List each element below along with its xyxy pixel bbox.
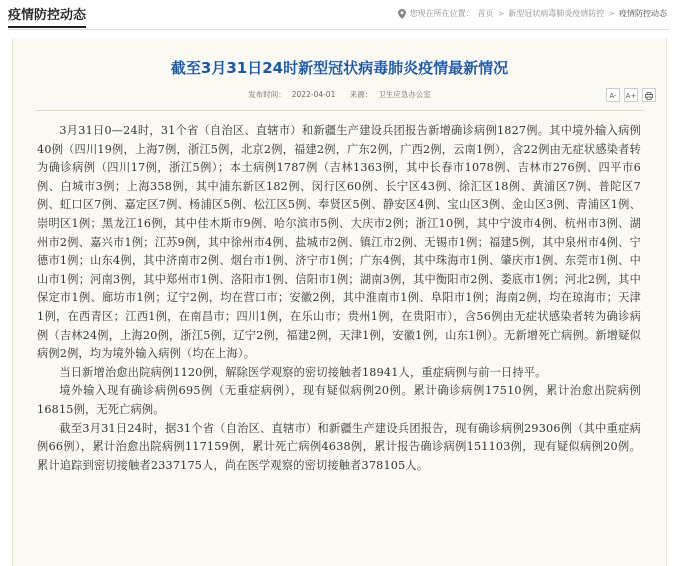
section-title: 疫情防控动态 [8,8,86,28]
paragraph: 截至3月31日24时，据31个省（自治区、直辖市）和新疆生产建设兵团报告，现有确诊病例29306例（其中重症病例66例），累计治愈出院病例117159例，累计死亡病例4638例，累计报告确诊病例151103例，现有疑似病例20例。累计追踪到密切接触者2337175人，尚在医学观察的密切接触者378105人。 [37,421,641,472]
article-meta [13,90,666,100]
header-divider [8,29,669,30]
meta-divider [35,110,644,111]
font-larger-button[interactable]: A+ [624,88,638,102]
printer-icon [645,92,653,100]
breadcrumb-separator: > [608,9,615,18]
paragraph: 3月31日0—24时，31个省（自治区、直辖市）和新疆生产建设兵团报告新增确诊病例1827例。其中境外输入病例40例（四川19例，上海7例，浙江5例，北京2例，福建2例，广东2例，广西2例，云南1例），含22例由无症状感染者转为确诊病例（四川17例，浙江5例）；本土病例1787例（吉林1363例，其中长春市1078例、吉林市276例、四平市6例、白城市3例；上海358例，其中浦东新区182例、闵行区60例、长宁区43例、徐汇区18例、黄浦区7例、普陀区7例、虹口区7例、嘉定区7例、杨浦区5例、松江区5例、奉贤区5例、静安区4例、宝山区3例、金山区3例、青浦区1例、崇明区1例；黑龙江16例，其中佳木斯市9例、哈尔滨市5例、大庆市2例；浙江10例，其中宁波市4例、杭州市3例、湖州市2例、嘉兴市1例；江苏9例，其中徐州市4例、盐城市2例、镇江市2例、无锡市1例；福建5例，其中泉州市4例、宁德市1例；山东4例，其中济南市2例、烟台市1例、济宁市1例；广东4例，其中珠海市1例、肇庆市1例、东莞市1例、中山市1例；河南3例，其中郑州市1例、洛阳市1例、信阳市1例；湖南3例，其中衡阳市2例、娄底市1例；河北2例，其中保定市1例、廊坊市1例；辽宁2例，均在营口市；安徽2例，其中淮南市1例、阜阳市1例；海南2例，均在琼海市；天津1例，在西青区；江西1例，在南昌市；四川1例，在乐山市；贵州1例，在贵阳市），含56例由无症状感染者转为确诊病例（吉林24例，上海20例，浙江5例，辽宁2例，福建2例，天津1例，安徽1例，山东1例）。无新增死亡病例。新增疑似病例2例，均为境外输入病例（均在上海）。 [37,124,641,361]
breadcrumb [398,8,667,20]
breadcrumb-separator: > [497,9,505,18]
article-body [37,122,641,475]
source-name: 卫生应急办公室 [378,90,431,99]
location-label: 您现在所在位置： [409,9,474,18]
print-button[interactable] [642,88,656,102]
article-title: 截至3月31日24时新型冠状病毒肺炎疫情最新情况 [170,59,509,77]
font-smaller-button[interactable]: A- [606,88,620,102]
breadcrumb-current-link[interactable]: 疫情防控动态 [619,9,667,18]
paragraph: 境外输入现有确诊病例695例（无重症病例），现有疑似病例20例。累计确诊病例17510例，累计治愈出院病例16815例，无死亡病例。 [37,384,641,416]
breadcrumb-covid-link[interactable]: 新型冠状病毒肺炎疫情防控 [508,9,605,18]
top-bar [0,0,677,34]
paragraph: 当日新增治愈出院病例1120例，解除医学观察的密切接触者18941人，重症病例与前一日持平。 [59,365,547,379]
location-pin-icon [398,9,406,19]
article-tools [606,88,656,102]
source-label: 来源： [349,90,373,99]
publish-date: 2022-04-01 [291,90,336,99]
publish-label: 发布时间： [248,90,286,99]
article-panel [12,38,667,566]
breadcrumb-home-link[interactable]: 首页 [477,9,494,18]
